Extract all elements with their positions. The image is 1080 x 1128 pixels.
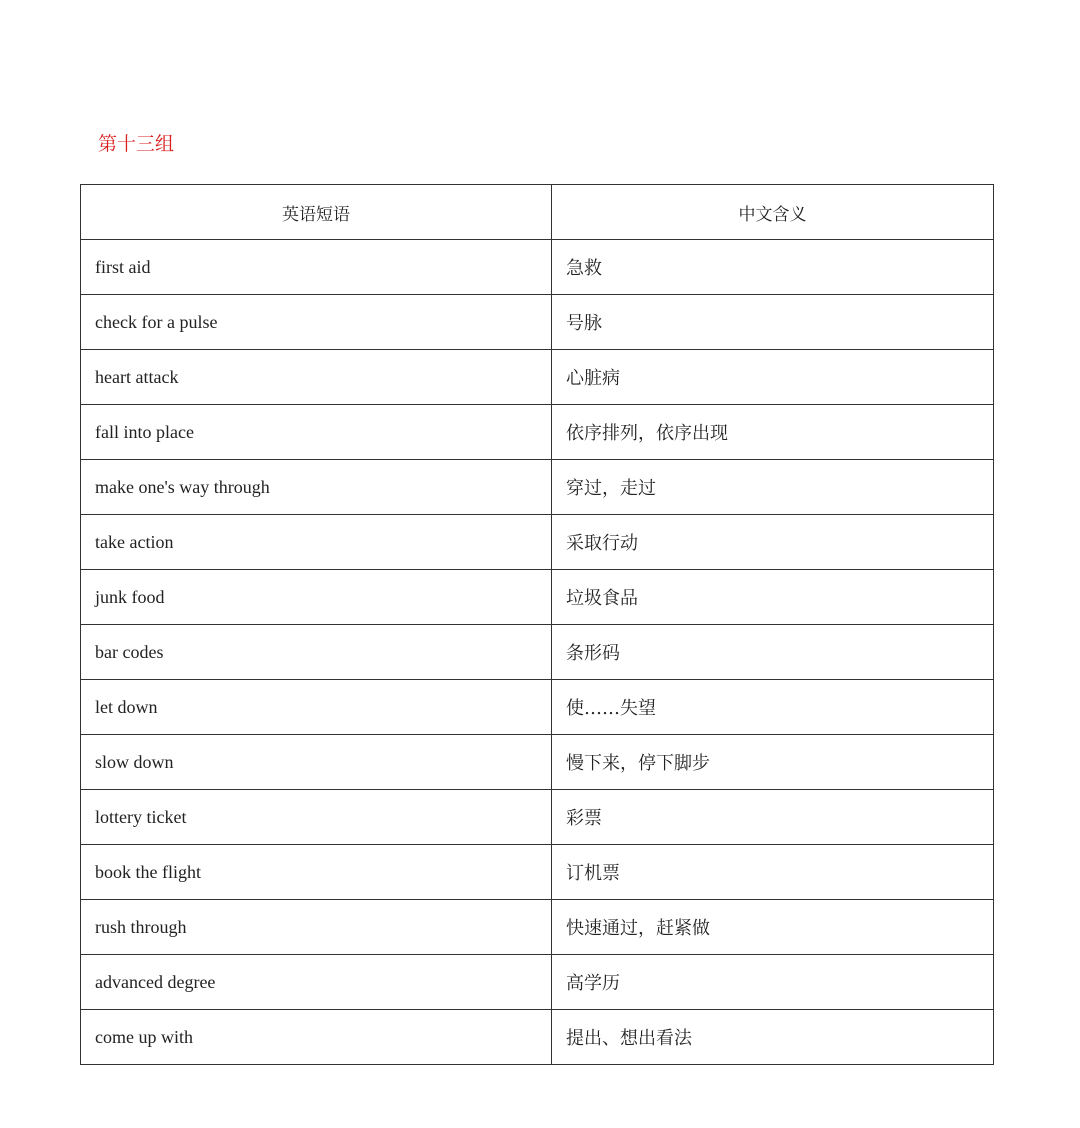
table-row [81, 295, 994, 350]
english-phrase-cell: junk food [81, 570, 552, 625]
table-row [81, 460, 994, 515]
chinese-meaning-cell: 彩票 [552, 790, 994, 845]
phrase-table [80, 184, 994, 1065]
chinese-meaning-cell: 提出、想出看法 [552, 1010, 994, 1065]
table-row [81, 955, 994, 1010]
table-row [81, 570, 994, 625]
chinese-meaning-cell: 穿过，走过 [552, 460, 994, 515]
header-english-phrase: 英语短语 [81, 185, 552, 240]
english-phrase-cell: bar codes [81, 625, 552, 680]
table-row [81, 680, 994, 735]
english-phrase-cell: lottery ticket [81, 790, 552, 845]
english-phrase-cell: let down [81, 680, 552, 735]
english-phrase-cell: first aid [81, 240, 552, 295]
table-row [81, 625, 994, 680]
english-phrase-cell: advanced degree [81, 955, 552, 1010]
table-row [81, 405, 994, 460]
english-phrase-cell: heart attack [81, 350, 552, 405]
table-row [81, 790, 994, 845]
chinese-meaning-cell: 急救 [552, 240, 994, 295]
chinese-meaning-cell: 条形码 [552, 625, 994, 680]
group-title: 第十三组 [98, 133, 175, 155]
english-phrase-cell: take action [81, 515, 552, 570]
chinese-meaning-cell: 高学历 [552, 955, 994, 1010]
table-row [81, 735, 994, 790]
header-chinese-meaning: 中文含义 [552, 185, 994, 240]
chinese-meaning-cell: 依序排列，依序出现 [552, 405, 994, 460]
english-phrase-cell: check for a pulse [81, 295, 552, 350]
chinese-meaning-cell: 心脏病 [552, 350, 994, 405]
chinese-meaning-cell: 快速通过，赶紧做 [552, 900, 994, 955]
english-phrase-cell: book the flight [81, 845, 552, 900]
chinese-meaning-cell: 慢下来，停下脚步 [552, 735, 994, 790]
table-row [81, 240, 994, 295]
chinese-meaning-cell: 垃圾食品 [552, 570, 994, 625]
english-phrase-cell: fall into place [81, 405, 552, 460]
table-row [81, 350, 994, 405]
english-phrase-cell: make one's way through [81, 460, 552, 515]
chinese-meaning-cell: 使……失望 [552, 680, 994, 735]
table-row [81, 515, 994, 570]
table-row [81, 845, 994, 900]
table-row [81, 900, 994, 955]
chinese-meaning-cell: 订机票 [552, 845, 994, 900]
table-header-row [81, 185, 994, 240]
chinese-meaning-cell: 号脉 [552, 295, 994, 350]
english-phrase-cell: come up with [81, 1010, 552, 1065]
chinese-meaning-cell: 采取行动 [552, 515, 994, 570]
english-phrase-cell: rush through [81, 900, 552, 955]
table-row [81, 1010, 994, 1065]
english-phrase-cell: slow down [81, 735, 552, 790]
